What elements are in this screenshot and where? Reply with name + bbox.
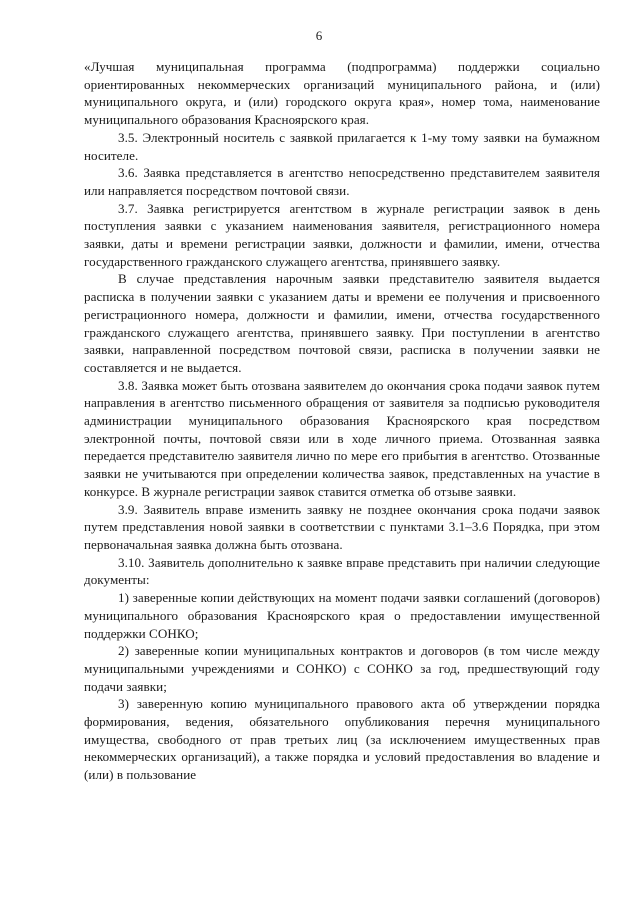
paragraph-3-6: 3.6. Заявка представляется в агентство непосредственно представителем заявителя или направляется посредством почтовой связи. — [84, 165, 600, 198]
paragraph-continuation: «Лучшая муниципальная программа (подпрограмма) поддержки социально ориентированных некоммерческих организаций муниципального района, и (или) муниципального округа, и (или) городского округа края», номер тома, наименование муниципального образования Красноярского края. — [84, 59, 600, 128]
paragraph-3-9: 3.9. Заявитель вправе изменить заявку не позднее окончания срока подачи заявок путем представления новой заявки в соответствии с пунктами 3.1–3.6 Порядка, при этом первоначальная заявка должна быть отозвана. — [84, 501, 600, 552]
paragraph-3-10: 3.10. Заявитель дополнительно к заявке вправе представить при наличии следующие документы: — [84, 554, 600, 588]
list-item-3: 3) заверенную копию муниципального правового акта об утверждении порядка формирования, ведения, обязательного опубликования перечня муниципального имущества, свободного от прав третьих лиц (за исключением имущественных прав некоммерческих организаций), а также порядка и условий предоставления во владение и (или) в пользование — [84, 696, 600, 783]
paragraph-3-8: 3.8. Заявка может быть отозвана заявителем до окончания срока подачи заявок путем направления в агентство письменного обращения от заявителя за подписью руководителя администрации муниципального образования Красноярского края посредством электронной почты, почтовой связи или в ходе личного приема. Отозванная заявка передается представителю заявителя лично по мере его прибытия в агентство. Отозванные заявки не учитываются при определении количества заявок, представленных на участие в конкурсе. В журнале регистрации заявок ставится отметка об отзыве заявки. — [84, 377, 600, 499]
list-item-1: 1) заверенные копии действующих на момент подачи заявки соглашений (договоров) муниципального образования Красноярского края о предоставлении имущественной поддержки СОНКО; — [84, 590, 600, 641]
paragraph-3-5: 3.5. Электронный носитель с заявкой прилагается к 1-му тому заявки на бумажном носителе. — [84, 129, 600, 163]
paragraph-delivery-receipt: В случае представления нарочным заявки представителю заявителя выдается расписка в получении заявки с указанием даты и времени ее получения и присвоенного регистрационного номера, должности и фамилии, имени, отчества государственного гражданского служащего агентства, принявшего заявку. При поступлении в агентство заявки, направленной посредством почтовой связи, расписка в получении заявки не составляется и не выдается. — [84, 271, 600, 375]
page-number: 6 — [315, 28, 323, 43]
list-item-2: 2) заверенные копии муниципальных контрактов и договоров (в том числе между муниципальными учреждениями и СОНКО) с СОНКО за год, предшествующий году подачи заявки; — [84, 643, 600, 694]
paragraph-3-7: 3.7. Заявка регистрируется агентством в журнале регистрации заявок в день поступления заявки с указанием наименования заявителя, регистрационного номера заявки, даты и времени регистрации заявки, должности и фамилии, имени, отчества государственного гражданского служащего агентства, принявшего заявку. — [84, 200, 600, 269]
document-body — [84, 58, 600, 784]
